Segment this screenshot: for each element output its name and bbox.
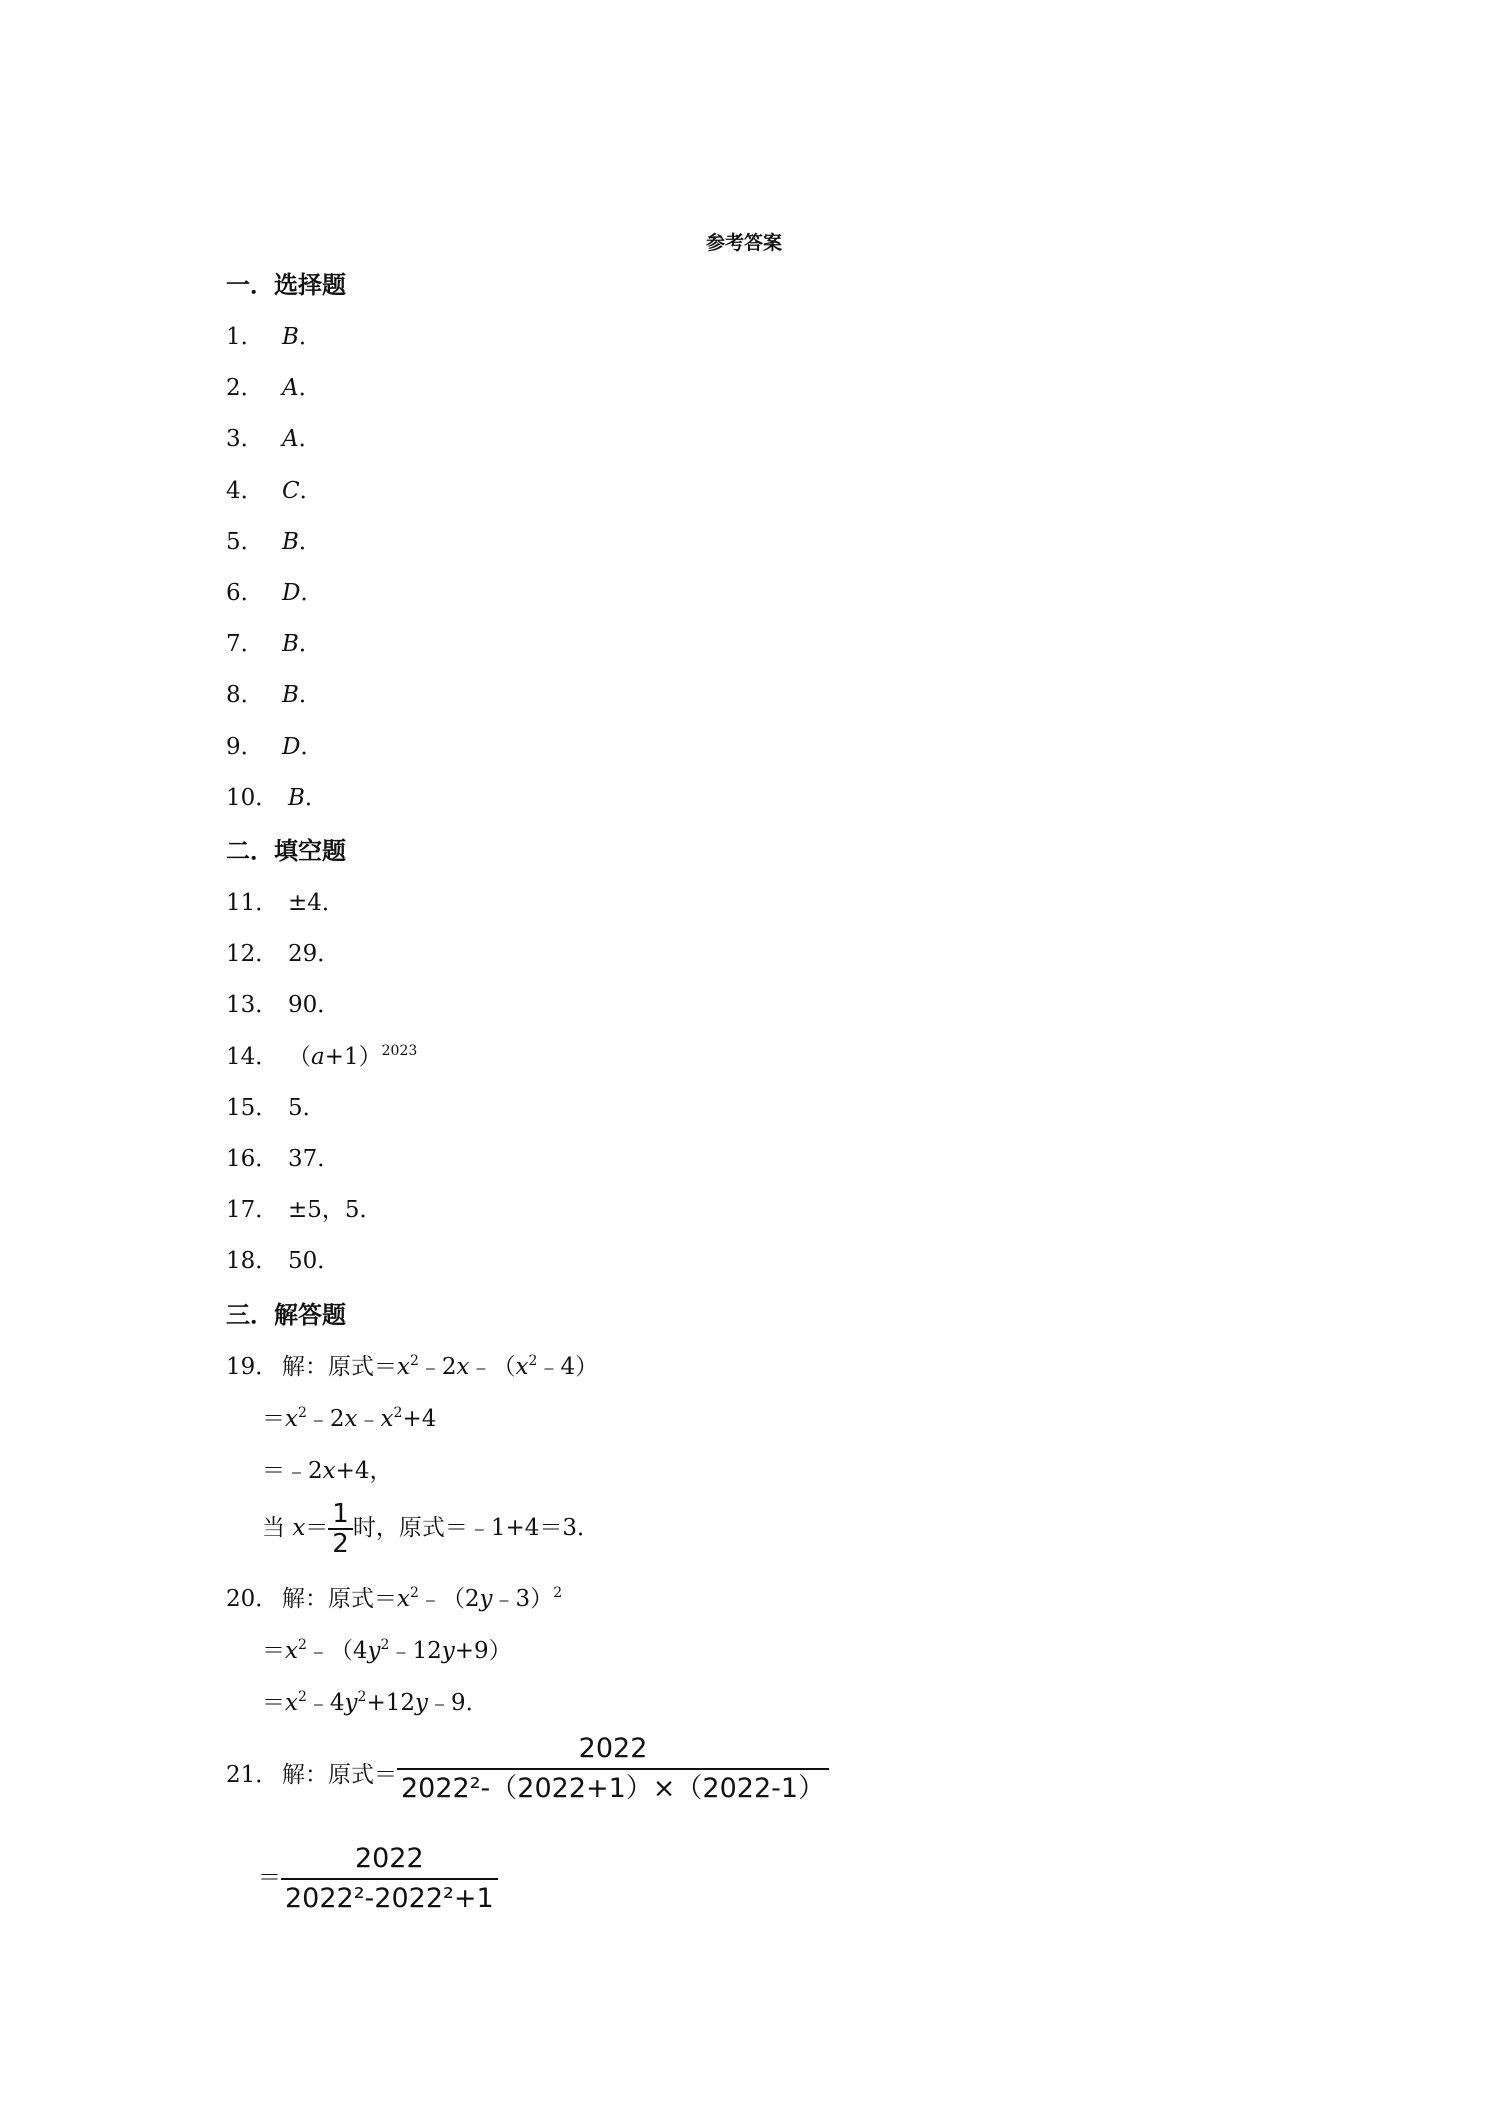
answer-letter: D	[282, 734, 301, 760]
answer-letter: D	[282, 580, 301, 606]
question-number: 1．	[226, 324, 264, 350]
question-number: 19．	[226, 1354, 279, 1380]
fill-answer-row	[226, 990, 340, 1020]
question-number: 2．	[226, 375, 264, 401]
answer-letter: A	[282, 375, 299, 401]
choice-answer-row: 8． B．	[226, 682, 322, 708]
solution-lead: 解：原式＝	[282, 1586, 397, 1612]
question-number: 16．	[226, 1146, 279, 1172]
choice-answer-row: 1． B．	[226, 324, 322, 350]
answer-letter: B	[282, 631, 299, 657]
question-number: 8．	[226, 682, 264, 708]
answer-letter: B	[282, 682, 299, 708]
fill-answer-row	[226, 1246, 340, 1276]
answer-value: ±4．	[288, 890, 345, 916]
answer-letter: B	[282, 324, 299, 350]
q21-line-1	[226, 1733, 829, 1808]
choice-answer-row: 3． A．	[226, 426, 322, 452]
fill-answer-row	[226, 939, 340, 969]
q19-line-3: ＝﹣2x+4，	[262, 1458, 393, 1484]
question-number: 14．	[226, 1044, 279, 1070]
choice-answer-row: 4． C．	[226, 478, 323, 504]
fill-answer-row	[226, 1042, 417, 1072]
page-title: 参考答案	[705, 232, 782, 254]
choice-answer-row: 2． A．	[226, 375, 322, 401]
fill-answer-row	[226, 1093, 326, 1123]
answer-letter: B	[288, 785, 305, 811]
q19-line-4: 当 x＝ $\frac{1}{2}$ 时，原式＝﹣1+4＝3．	[262, 1499, 601, 1559]
answer-value: （a+1）	[288, 1044, 382, 1070]
question-number: 3．	[226, 426, 264, 452]
question-number: 12．	[226, 941, 279, 967]
choice-answer-row: 6． D．	[226, 580, 324, 606]
answer-value: 29．	[288, 941, 341, 967]
q20-line-1: 20． 解：原式$=x^2﹣(2y﹣3)^2$	[226, 1585, 563, 1612]
solution-lead: 解：原式＝	[282, 1762, 397, 1788]
question-number: 9．	[226, 734, 264, 760]
q21-line-2: ＝ $\frac{2022}{\text{2022²-2022²+1}}$	[258, 1840, 498, 1918]
choice-answer-row: 10． B．	[226, 785, 328, 811]
question-number: 6．	[226, 580, 264, 606]
answer-letter: C	[282, 478, 300, 504]
solution-lead: 解：原式＝	[282, 1354, 397, 1380]
question-number: 17．	[226, 1197, 279, 1223]
fraction-one-half: $\frac{1}{2}$	[328, 1500, 353, 1558]
exponent: 2023	[381, 1043, 418, 1059]
question-number: 21．	[226, 1762, 279, 1788]
q19-line-1: 19． 解：原式$=x^2﹣2x﹣(x^2﹣4)$	[226, 1353, 599, 1380]
answer-value: 50．	[288, 1248, 341, 1274]
q20-line-3: $=x^2﹣4y^2+12y﹣9$．	[262, 1689, 489, 1716]
question-number: 5．	[226, 529, 264, 555]
answer-letter: A	[282, 426, 299, 452]
answer-value: ±5，5．	[288, 1197, 383, 1223]
choice-answer-row: 7． B．	[226, 631, 322, 657]
fill-answer-row	[226, 888, 345, 918]
question-number: 18．	[226, 1248, 279, 1274]
question-number: 15．	[226, 1095, 279, 1121]
section-heading-choice: 一．选择题	[226, 271, 346, 299]
q20-line-2: $=x^2﹣(4y^2﹣12y+9)$	[262, 1637, 512, 1664]
answer-letter: B	[282, 529, 299, 555]
answer-value: 5．	[288, 1095, 326, 1121]
choice-answer-row: 9． D．	[226, 734, 324, 760]
answer-value: 90．	[288, 992, 341, 1018]
question-number: 10．	[226, 785, 279, 811]
fraction-q21-step1: $\frac{2022}{\text{2022²-（2022+1）×（2022-1）}}$	[397, 1730, 829, 1808]
question-number: 4．	[226, 478, 264, 504]
question-number: 13．	[226, 992, 279, 1018]
answer-value: 37．	[288, 1146, 341, 1172]
question-number: 20．	[226, 1586, 279, 1612]
q19-line-2: $=x^2﹣2x﹣x^2+4$	[262, 1405, 437, 1432]
section-heading-solve: 三．解答题	[226, 1301, 346, 1329]
section-heading-fill: 二．填空题	[226, 837, 346, 865]
question-number: 7．	[226, 631, 264, 657]
fill-answer-row	[226, 1195, 383, 1225]
choice-answer-row: 5． B．	[226, 529, 322, 555]
fraction-q21-step2: $\frac{2022}{\text{2022²-2022²+1}}$	[281, 1840, 498, 1918]
fill-answer-row	[226, 1144, 340, 1174]
question-number: 11．	[226, 890, 279, 916]
